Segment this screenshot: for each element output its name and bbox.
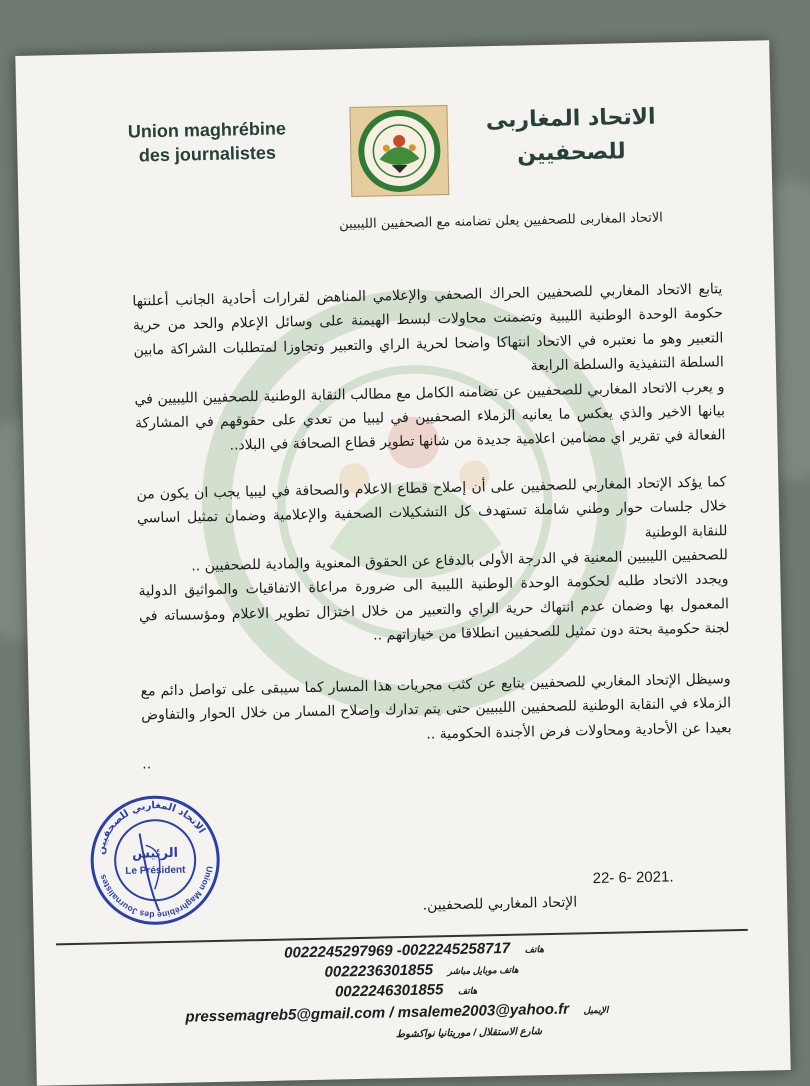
trailing-dots: .. bbox=[141, 756, 152, 773]
org-name-arabic-line1: الاتحاد المغاربى bbox=[485, 104, 656, 134]
org-logo bbox=[349, 105, 449, 197]
org-name-french bbox=[97, 116, 318, 169]
phone2-label: هاتف bbox=[457, 985, 478, 996]
phone2-value: 0022246301855 bbox=[334, 981, 444, 1001]
stamp-center-ar: الرئيس bbox=[131, 845, 179, 862]
org-name-arabic-line2: للصحفيين bbox=[517, 139, 626, 167]
stamp-outer-text-fr: Union Maghrébine des Journalistes bbox=[97, 865, 215, 921]
phone-value: 0022245297969 -0022245258717 bbox=[283, 939, 511, 962]
document-date: 22- 6- 2021. bbox=[592, 868, 674, 888]
document-body bbox=[132, 277, 732, 777]
document-title: الاتحاد المغاربى للصحفيين يعلن تضامنه مع الصحفيين الليبيين bbox=[339, 210, 663, 233]
stamp-center-fr: Le Président bbox=[125, 864, 186, 877]
email-label: الإيميل bbox=[583, 1004, 609, 1016]
phone2-row bbox=[335, 981, 478, 1002]
org-name-arabic bbox=[470, 100, 671, 172]
paragraph-1: يتابع الاتحاد المغاربي للصحفيين الحراك الصحفي والإعلامي المناهض لقرارات أحادية الجانب أعلنتها حكومة الوحدة الوطنية الليبية وتضمنت محاولات لبسط الهيمنة على وسائل الإعلام والحد من حرية التعبير وهو ما نعتبره في الاتحاد انتهاكا واضحا لحرية الراي والتعبير وتجاوزا لمتطلبات الشراكة مابين السلطة التنفيذية والسلطة الرابعة bbox=[132, 281, 725, 375]
paragraph-5: ويجدد الاتحاد طلبه لحكومة الوحدة الوطنية الليبية الى ضرورة مراعاة الاتفاقيات والمواثيق الدولية المعمول بها وضمان عدم انتهاك حرية الراي والتعبير من خلال اختزال تطوير الاعلام ومؤسساته في لجنة حكومية بحتة دون تمثيل للصحفيين انطلاقا من خياراتهم .. bbox=[138, 571, 730, 644]
document-signoff: الإتحاد المغاربي للصحفيين. bbox=[422, 894, 578, 914]
org-name-french-line2: des journalistes bbox=[138, 142, 277, 166]
paragraph-2: و يعرب الاتحاد المغاربي للصحفيين عن تضامنه الكامل مع مطالب النقابة الوطنية للصحفيين الليبيين في بيانها الاخير والذي يعكس ما يعانيه الزملاء الصحفيين في ليبيا من تعدي على حقوقهم في المشاركة الفعالة في تقرير اي مضامين اعلامية جديدة من شانها تطوير قطاع الصحافة في البلاد.. bbox=[134, 378, 726, 455]
mobile-label: هاتف موبايل مباشر bbox=[447, 964, 519, 977]
address-row bbox=[386, 1021, 542, 1042]
logo-emblem-icon bbox=[350, 106, 448, 196]
official-stamp bbox=[87, 792, 224, 929]
document-page bbox=[15, 40, 790, 1086]
address-text: شارع الاستقلال / موريتانيا نواكشوط bbox=[395, 1026, 543, 1041]
email-row bbox=[185, 1000, 608, 1027]
paragraph-3: كما يؤكد الإتحاد المغاربي للصحفيين على أن إصلاح قطاع الاعلام والصحافة في ليبيا يجب ان يكون من خلال جلسات حوار وطني شاملة تستهدف كل التشكيلات الصحفية والإعلامية وضمان تمثيل اساسي للنقابة الوطنية bbox=[136, 474, 728, 541]
org-name-french-line1: Union maghrébine bbox=[127, 118, 287, 142]
phone-label: هاتف bbox=[524, 944, 545, 955]
mobile-value: 0022236301855 bbox=[324, 961, 434, 981]
email-value: pressemagreb5@gmail.com / msaleme2003@yahoo.fr bbox=[185, 1000, 570, 1026]
stamp-outer-text-ar: الاتحاد المغاربي للصحفيين bbox=[95, 800, 207, 856]
paragraph-6: وسيظل الإتحاد المغاربي للصحفيين يتابع عن كثب مجريات هذا المسار كما سيبقى على تواصل دائم مع الزملاء في النقابة الوطنية للصحفيين الليبيين حتى يتم تدارك وإصلاح المسار من خلال الحوار والتفاوض بعيدا عن الأحادية ومحاولات فرض الأجندة الحكومية .. bbox=[140, 670, 732, 743]
mobile-row bbox=[324, 960, 518, 982]
contact-footer bbox=[154, 937, 656, 1067]
paragraph-4: للصحفيين الليبيين المعنية في الدرجة الأولى بالدفاع عن الحقوق المعنوية والمادية للصحفيين .. bbox=[191, 547, 729, 575]
